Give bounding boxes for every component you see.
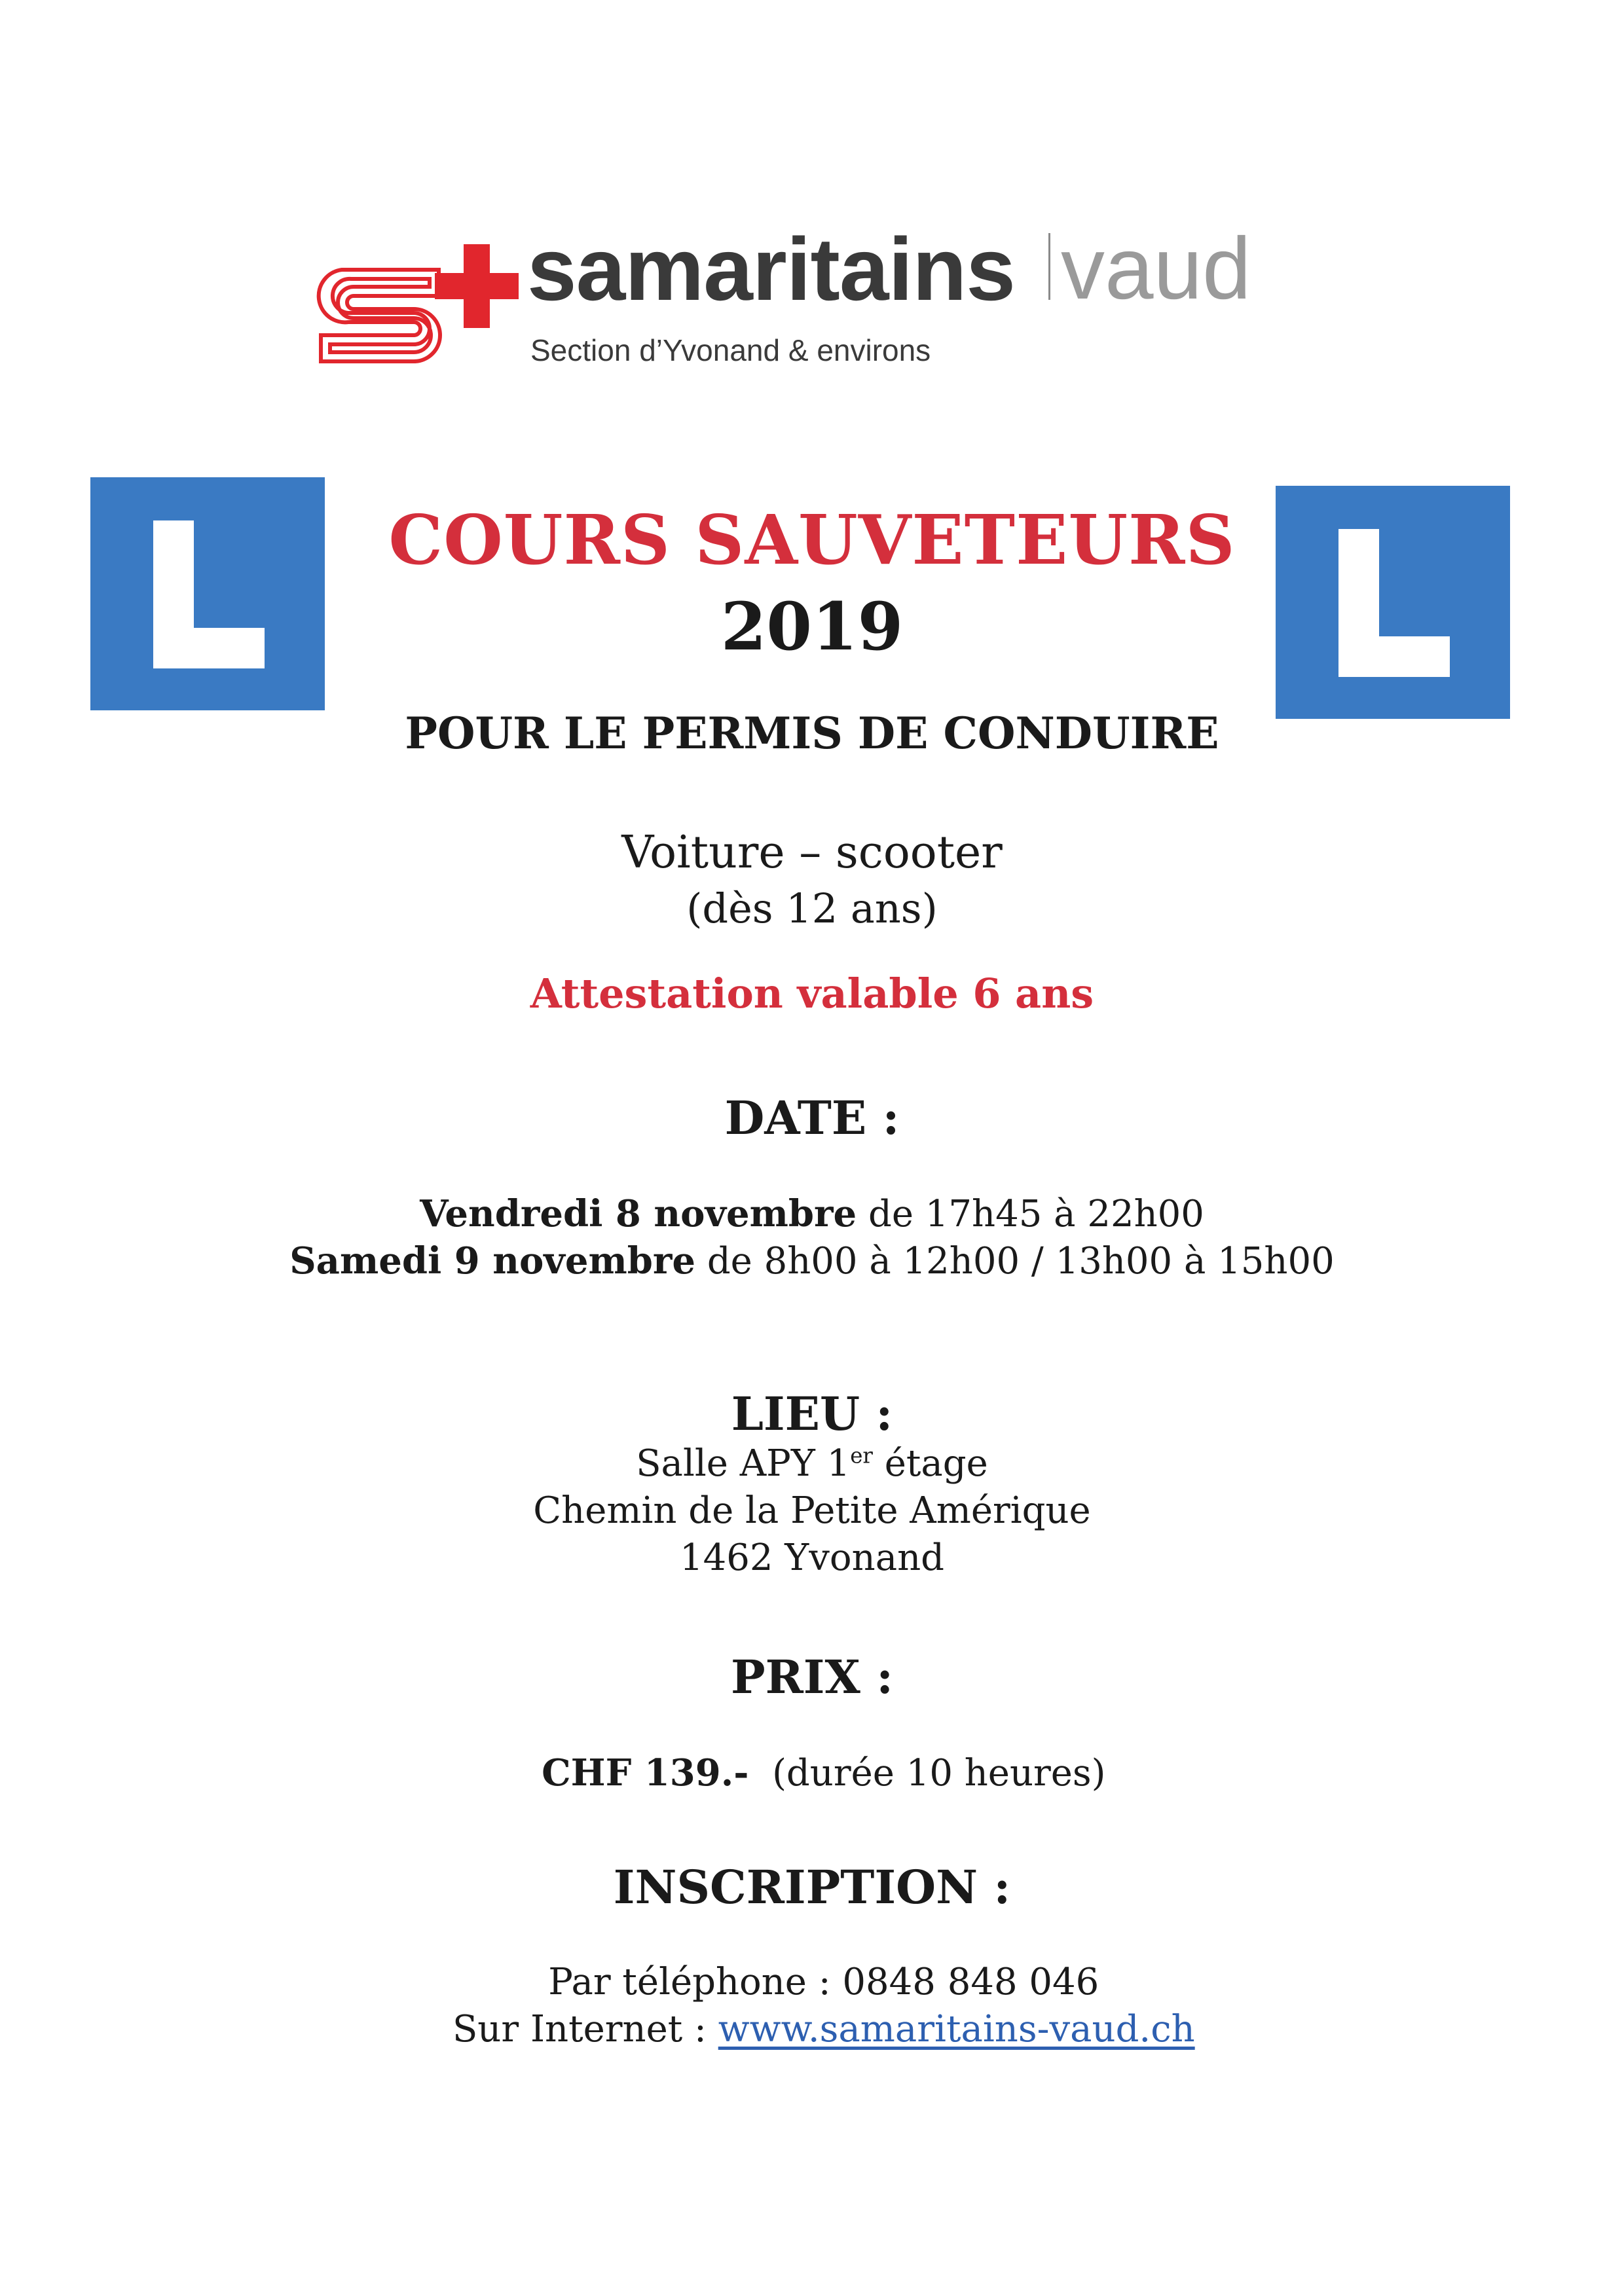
logo-region: vaud xyxy=(1061,220,1251,318)
course-year: 2019 xyxy=(720,588,904,665)
course-duration: (durée 10 heures) xyxy=(748,1752,1106,1795)
date-day: Vendredi 8 novembre xyxy=(420,1192,857,1235)
red-cross-icon xyxy=(435,244,519,328)
logo-section-text: Section d’Yvonand & environs xyxy=(530,333,931,367)
samaritains-s-logo-icon xyxy=(316,266,444,364)
date-day: Samedi 9 novembre xyxy=(289,1239,696,1283)
page-title: COURS SAUVETEURS xyxy=(388,500,1236,580)
price-heading: PRIX : xyxy=(730,1650,894,1704)
page-subtitle: POUR LE PERMIS DE CONDUIRE xyxy=(405,708,1219,759)
attestation-validity: Attestation valable 6 ans xyxy=(530,970,1094,1017)
floor-ordinal: er xyxy=(850,1443,873,1468)
date-line xyxy=(0,1237,1624,1285)
web-label: Sur Internet : xyxy=(452,2008,718,2050)
date-heading: DATE : xyxy=(724,1091,900,1145)
date-time: de 17h45 à 22h00 xyxy=(857,1193,1204,1235)
location-street: Chemin de la Petite Amérique xyxy=(533,1489,1091,1532)
minimum-age: (dès 12 ans) xyxy=(686,884,938,932)
registration-heading: INSCRIPTION : xyxy=(613,1860,1011,1914)
logo-divider xyxy=(1048,233,1050,300)
location-heading: LIEU : xyxy=(731,1387,893,1441)
location-city: 1462 Yvonand xyxy=(679,1537,944,1579)
date-line xyxy=(0,1190,1624,1238)
registration-web xyxy=(0,1959,1624,2053)
price-line xyxy=(0,1702,1624,1797)
website-link[interactable]: www.samaritains-vaud.ch xyxy=(718,2008,1195,2050)
vehicle-types: Voiture – scooter xyxy=(621,827,1003,879)
phone-label: Par téléphone : xyxy=(548,1961,843,2003)
price-amount: CHF 139.- xyxy=(542,1751,749,1795)
floor-label: étage xyxy=(872,1442,988,1485)
date-time: de 8h00 à 12h00 / 13h00 à 15h00 xyxy=(695,1240,1335,1283)
location-room xyxy=(0,1440,1624,1487)
phone-number: 0848 848 046 xyxy=(842,1961,1099,2003)
room-name: Salle APY 1 xyxy=(636,1442,851,1485)
logo-name: samaritains xyxy=(527,219,1015,319)
